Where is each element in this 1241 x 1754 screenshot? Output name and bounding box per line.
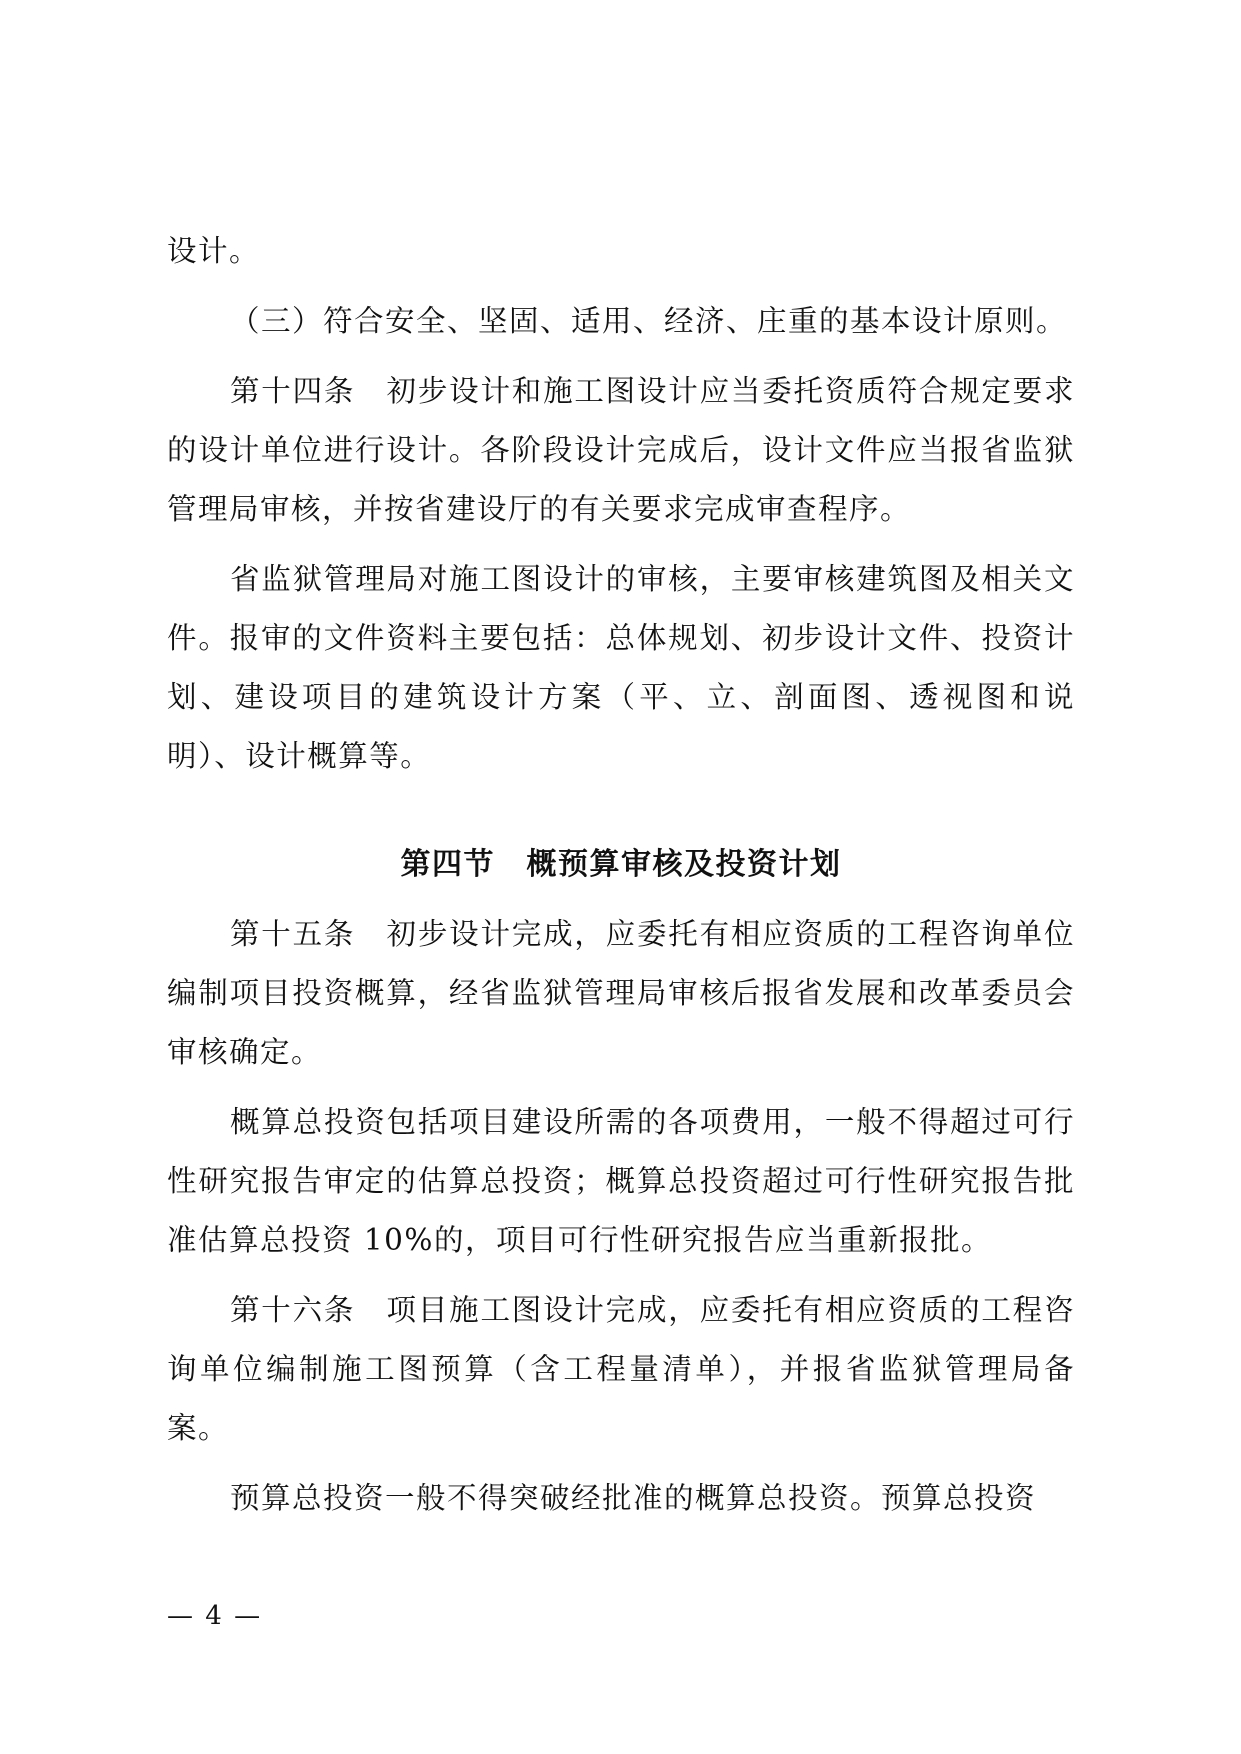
paragraph: 省监狱管理局对施工图设计的审核，主要审核建筑图及相关文件。报审的文件资料主要包括：总体规划、初步设计文件、投资计划、建设项目的建筑设计方案（平、立、剖面图、透视图和说明）、设计概算等。 <box>167 562 1075 773</box>
paragraph: 第十四条 初步设计和施工图设计应当委托资质符合规定要求的设计单位进行设计。各阶段设计完成后，设计文件应当报省监狱管理局审核，并按省建设厅的有关要求完成审查程序。 <box>167 374 1075 526</box>
paragraph: 概算总投资包括项目建设所需的各项费用，一般不得超过可行性研究报告审定的估算总投资；概算总投资超过可行性研究报告批准估算总投资 10%的，项目可行性研究报告应当重新报批。 <box>167 1105 1075 1257</box>
section-title: 第四节 概预算审核及投资计划 <box>400 847 842 882</box>
paragraph: 第十五条 初步设计完成，应委托有相应资质的工程咨询单位编制项目投资概算，经省监狱管理局审核后报省发展和改革委员会审核确定。 <box>167 917 1075 1069</box>
paragraph: 第十六条 项目施工图设计完成，应委托有相应资质的工程咨询单位编制施工图预算（含工程量清单），并报省监狱管理局备案。 <box>167 1293 1075 1445</box>
page-number: — 4 — <box>167 1601 263 1631</box>
document-body <box>167 222 1075 1539</box>
paragraph: （三）符合安全、坚固、适用、经济、庄重的基本设计原则。 <box>230 304 1068 338</box>
paragraph: 设计。 <box>167 234 261 268</box>
paragraph: 预算总投资一般不得突破经批准的概算总投资。预算总投资 <box>230 1481 1037 1515</box>
